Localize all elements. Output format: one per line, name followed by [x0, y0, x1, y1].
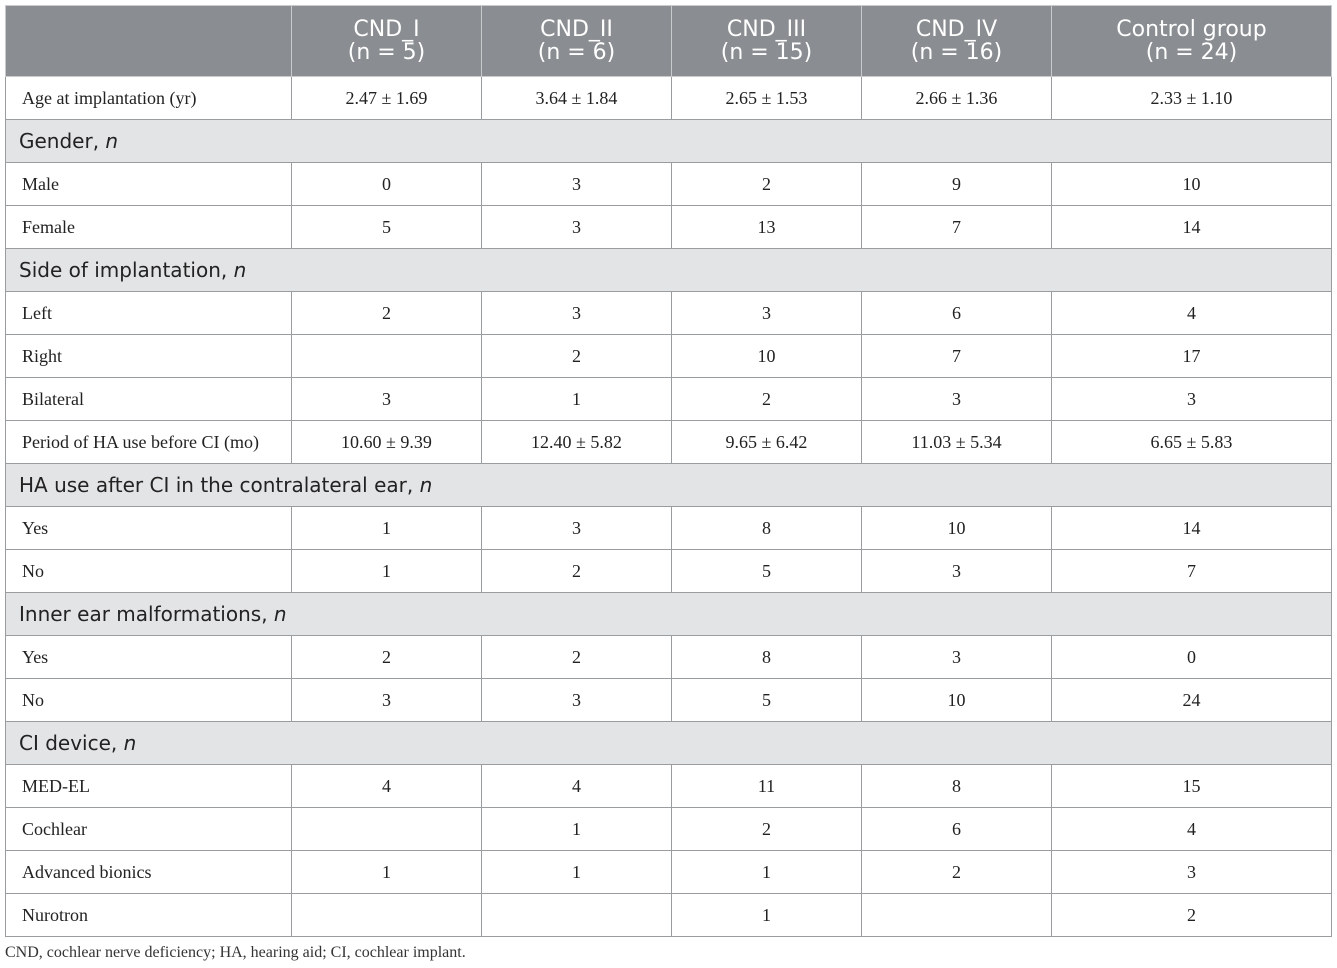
table-cell: 6 — [862, 292, 1052, 335]
table-cell: 10.60 ± 9.39 — [292, 421, 482, 464]
row-label: Left — [6, 292, 292, 335]
section-header-row — [6, 120, 1332, 163]
column-name: CND_I — [353, 17, 420, 42]
table-cell: 2 — [672, 163, 862, 206]
table-cell: 7 — [862, 335, 1052, 378]
table-cell: 17 — [1052, 335, 1332, 378]
section-header-row — [6, 249, 1332, 292]
column-sample-size: (n = 15) — [720, 40, 813, 65]
table-body — [6, 77, 1332, 937]
table-cell: 8 — [672, 636, 862, 679]
table-row — [6, 636, 1332, 679]
column-sample-size: (n = 16) — [910, 40, 1003, 65]
table-cell: 1 — [482, 808, 672, 851]
row-label: Cochlear — [6, 808, 292, 851]
table-cell: 1 — [292, 507, 482, 550]
table-cell: 2.33 ± 1.10 — [1052, 77, 1332, 120]
table-cell: 3 — [862, 378, 1052, 421]
row-label: Right — [6, 335, 292, 378]
column-header — [672, 6, 862, 77]
table-cell: 4 — [482, 765, 672, 808]
table-cell — [292, 335, 482, 378]
table-cell: 10 — [1052, 163, 1332, 206]
demographics-table — [5, 5, 1332, 937]
table-cell: 14 — [1052, 507, 1332, 550]
table-row — [6, 550, 1332, 593]
table-cell: 1 — [672, 894, 862, 937]
table-row — [6, 335, 1332, 378]
table-cell: 0 — [292, 163, 482, 206]
table-cell: 3 — [862, 550, 1052, 593]
row-label: Bilateral — [6, 378, 292, 421]
column-header — [1052, 6, 1332, 77]
table-row — [6, 292, 1332, 335]
section-label: Side of implantation, — [19, 258, 234, 282]
section-header-row — [6, 722, 1332, 765]
table-cell: 3 — [1052, 851, 1332, 894]
column-header — [292, 6, 482, 77]
table-cell: 3 — [482, 206, 672, 249]
section-label-italic: n — [273, 602, 287, 626]
section-label-italic: n — [105, 129, 119, 153]
section-header-cell — [6, 593, 1332, 636]
column-sample-size: (n = 5) — [347, 40, 426, 65]
table-cell: 9 — [862, 163, 1052, 206]
section-label: HA use after CI in the contralateral ear, — [19, 473, 420, 497]
table-cell — [292, 894, 482, 937]
table-cell: 2 — [672, 378, 862, 421]
table-cell: 11 — [672, 765, 862, 808]
table-cell: 1 — [672, 851, 862, 894]
section-header-cell — [6, 249, 1332, 292]
section-label: Gender, — [19, 129, 106, 153]
section-label: Inner ear malformations, — [19, 602, 274, 626]
column-header — [862, 6, 1052, 77]
table-row — [6, 808, 1332, 851]
section-label-italic: n — [233, 258, 247, 282]
table-cell: 3 — [672, 292, 862, 335]
table-row — [6, 679, 1332, 722]
table-cell: 2 — [482, 335, 672, 378]
table-cell: 3 — [292, 378, 482, 421]
table-cell: 6.65 ± 5.83 — [1052, 421, 1332, 464]
table-row — [6, 421, 1332, 464]
table-cell: 3 — [292, 679, 482, 722]
table-cell — [862, 894, 1052, 937]
table-cell: 4 — [1052, 808, 1332, 851]
table-cell — [482, 894, 672, 937]
table-row — [6, 894, 1332, 937]
table-footnote: CND, cochlear nerve deficiency; HA, hearing aid; CI, cochlear implant. — [5, 944, 466, 961]
row-label: Period of HA use before CI (mo) — [6, 421, 292, 464]
table-cell: 2.47 ± 1.69 — [292, 77, 482, 120]
section-header-cell — [6, 120, 1332, 163]
column-name: CND_IV — [915, 17, 998, 42]
table-row — [6, 163, 1332, 206]
table-cell: 12.40 ± 5.82 — [482, 421, 672, 464]
table-cell: 2 — [482, 636, 672, 679]
table-cell: 3 — [862, 636, 1052, 679]
table-cell: 1 — [482, 851, 672, 894]
table-cell: 10 — [672, 335, 862, 378]
column-name: CND_II — [540, 17, 613, 42]
column-name: CND_III — [726, 17, 807, 42]
table-cell: 8 — [862, 765, 1052, 808]
table-cell: 2 — [672, 808, 862, 851]
table-row — [6, 77, 1332, 120]
column-header — [482, 6, 672, 77]
table-row — [6, 765, 1332, 808]
table-cell: 3 — [482, 679, 672, 722]
table-cell: 2 — [292, 636, 482, 679]
section-header-cell — [6, 464, 1332, 507]
table-cell: 10 — [862, 679, 1052, 722]
table-cell: 3 — [1052, 378, 1332, 421]
row-label: No — [6, 550, 292, 593]
table-cell: 15 — [1052, 765, 1332, 808]
header-row — [6, 6, 1332, 77]
table-cell: 2.66 ± 1.36 — [862, 77, 1052, 120]
table-cell: 5 — [672, 550, 862, 593]
table-cell: 4 — [292, 765, 482, 808]
table-cell: 1 — [482, 378, 672, 421]
table-cell: 3.64 ± 1.84 — [482, 77, 672, 120]
table-row — [6, 378, 1332, 421]
table-cell: 2 — [862, 851, 1052, 894]
table-cell: 3 — [482, 163, 672, 206]
table-cell: 2.65 ± 1.53 — [672, 77, 862, 120]
table-cell: 3 — [482, 292, 672, 335]
table-cell: 4 — [1052, 292, 1332, 335]
row-label: Age at implantation (yr) — [6, 77, 292, 120]
row-label: Male — [6, 163, 292, 206]
table-cell: 2 — [292, 292, 482, 335]
column-sample-size: (n = 24) — [1145, 40, 1238, 65]
section-header-row — [6, 464, 1332, 507]
table-cell: 10 — [862, 507, 1052, 550]
table-cell: 9.65 ± 6.42 — [672, 421, 862, 464]
table-cell: 11.03 ± 5.34 — [862, 421, 1052, 464]
column-sample-size: (n = 6) — [537, 40, 616, 65]
table-cell: 14 — [1052, 206, 1332, 249]
table-row — [6, 507, 1332, 550]
row-label: Female — [6, 206, 292, 249]
section-label-italic: n — [123, 731, 137, 755]
table-cell: 6 — [862, 808, 1052, 851]
table-cell: 13 — [672, 206, 862, 249]
section-label-italic: n — [419, 473, 433, 497]
table-cell: 5 — [292, 206, 482, 249]
row-label: MED-EL — [6, 765, 292, 808]
table-cell: 2 — [482, 550, 672, 593]
table-cell: 8 — [672, 507, 862, 550]
section-label: CI device, — [19, 731, 124, 755]
table-row — [6, 851, 1332, 894]
table-cell: 24 — [1052, 679, 1332, 722]
table-cell: 2 — [1052, 894, 1332, 937]
column-name: Control group — [1116, 17, 1267, 42]
table-cell: 7 — [1052, 550, 1332, 593]
row-label: Yes — [6, 636, 292, 679]
table-row — [6, 206, 1332, 249]
table-cell: 1 — [292, 851, 482, 894]
row-label: Nurotron — [6, 894, 292, 937]
section-header-cell — [6, 722, 1332, 765]
table-cell: 3 — [482, 507, 672, 550]
table-cell: 7 — [862, 206, 1052, 249]
table-cell — [292, 808, 482, 851]
row-label: No — [6, 679, 292, 722]
table-cell: 5 — [672, 679, 862, 722]
table-cell: 0 — [1052, 636, 1332, 679]
row-label: Yes — [6, 507, 292, 550]
table-cell: 1 — [292, 550, 482, 593]
row-label: Advanced bionics — [6, 851, 292, 894]
header-corner-cell — [6, 6, 292, 77]
section-header-row — [6, 593, 1332, 636]
